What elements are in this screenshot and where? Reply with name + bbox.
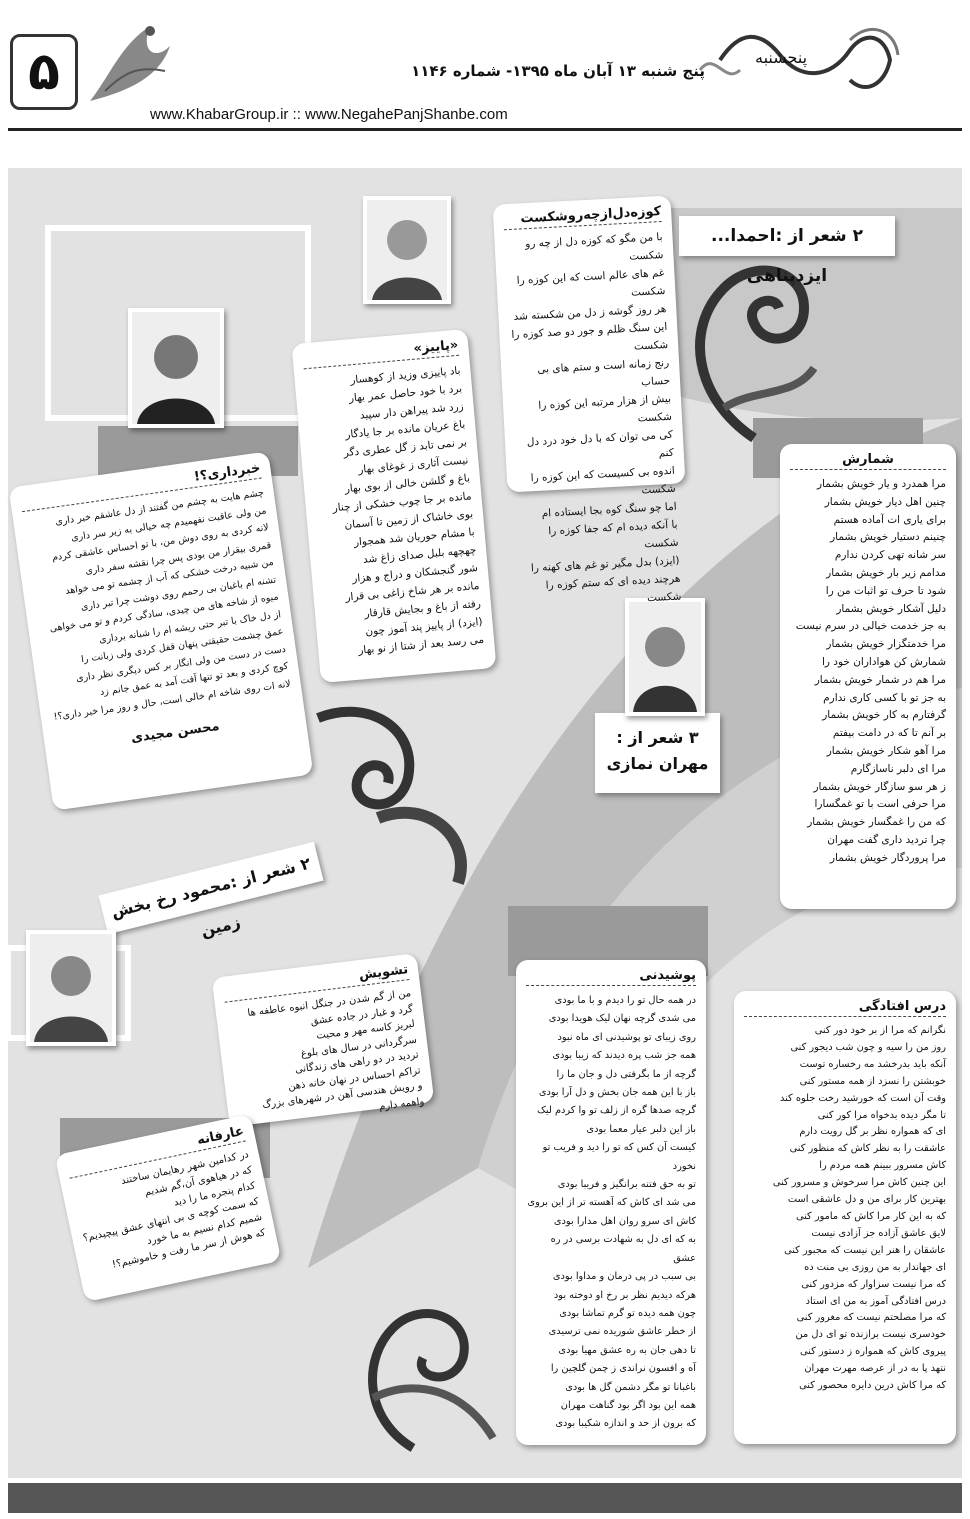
poem-title: درس افتادگی (858, 999, 946, 1014)
divider (744, 1016, 946, 1017)
banner-namazi-line1: ۳ شعر از : (616, 728, 699, 747)
author-photo-majidi (128, 308, 224, 428)
poem-title: عارفانه (195, 1123, 246, 1149)
poem-card-tashvish (212, 953, 435, 1127)
poem-card-shomaresh (780, 444, 956, 909)
author-photo-ezadpanahi (363, 196, 451, 304)
poem-body: مرا همدرد و یار خویش بشمار چنین اهل دیار خویش بشمار برای یاری ات آماده هستم چنینم دستیار خویش بشمار سر شانه تهی کردن ندارم مدامم زیر بار خویش بشمار شود تا حرف تو اثبات من را دلیل آشکار خویش بشمار به جز خدمت خیالی در سرم نیست مرا خدمتگزار خویش بشمار شمارش کن هواداران خود را مرا هم در شمار خویش بشمار به جز تو با کسی کاری ندارم گرفتارم به کار خویش بشمار بر آنم تا که در دامت بیفتم مرا آهو شکار خویش بشمار مرا ای دلبر ناسازگارم ز هر سو سازگار خویش بشمار مرا حرفی است با تو غمگسارا که من را غمگسار خویش بشمار چرا تردید داری گفت مهران مرا پروردگار خویش بشمار (795, 478, 946, 864)
portrait-icon (367, 200, 447, 300)
portrait-icon (30, 934, 112, 1042)
poem-title: شمارش (842, 452, 894, 467)
poem-title: «پاییز» (412, 337, 459, 357)
phoenix-emblem-icon (80, 6, 175, 116)
portrait-icon (629, 602, 701, 712)
poem-body: چشم هایت به چشم من گفتند از دل عاشقم خبر داری من ولی عاقبت نفهمیدم چه خیالی به زیر سر داری لانه کردی به روی دوش من، با تو احساس عاشقی کردم قمری بیقرار من بودی پس چرا نقشه سفر داری من شبیه درخت خشکی که آب از چشمه تو می خواهد تشنه ام باغبان بی رحمم روی دوشت چرا تبر داری میوه از شاخه های من چیدی، سادگی کردم و تو می خواهی از دل خاک با تبر حتی ریشه ام را شبانه برداری عمق چشمت حقیقتی پنهان قفل کردی ولی زبانت را دست در دست من ولی انگار بر کس دیگری نظر داری کوچ کردی و بعد تو تنها آفت آمد به عمق جانم زد لانه ات روی شاخه ام خالی است، حال و روز مرا خبر داری؟! (48, 487, 292, 723)
author-photo-bakhshzamin (26, 930, 116, 1046)
poem-author: محسن مجیدی (130, 718, 221, 747)
poem-title: پوشیدنی (639, 968, 696, 983)
page-number: ۵ (10, 34, 78, 110)
banner-namazi (595, 713, 720, 793)
poem-card-darsoftadegi (734, 991, 956, 1444)
footer-bar (8, 1483, 962, 1513)
banner-bakhshzamin: ۲ شعر از :محمود رخ بخش زمین (98, 842, 323, 935)
poem-body: در کدامین شهر رهایمان ساختند که در هیاهوی آن،گم شدیم کدام پنجره ما را دید که سمت کوچه ی بی انتهای عشق پیچیدیم؟ شمیم کدام نسیم به ما خورد که هوش از سر ما رفت و خاموشیم؟! (82, 1149, 267, 1271)
poem-body: باد پاییزی وزید از کوهسار برد با خود حاصل عمر بهار زرد شد پیراهن دار سپید باغ عریان مانده بر جا یادگار بر نمی تابد ز گل عطری دگر نیست آثاری ز غوغای بهار باغ و گلشن خالی از بوی بهار مانده بر جا چوب خشکی از چنار بوی خاشاک از زمین تا آسمان با مشام حوریان شد همجوار چهچهه بلبل صدای زاغ شد شور گنجشکان و دراج و هزار مانده بر هر شاخ زاغی بی قرار رفته از باغ و بجایش قارقار (ایزد) از پاییز پند آموز چون می رسد بعد از شتا از نو بهار (332, 364, 485, 657)
divider (526, 985, 696, 986)
ornament-icon (308, 698, 478, 888)
poem-title: کوزه‌دل‌ازچه‌رو‌شکست (520, 204, 662, 227)
poem-body: من از گم شدن در جنگل انبوه عاطفه ها گرد و غبار در جاده عشق لبریز کاسه مهر و محبت سرگردانی در سال های بلوغ تردید در دو راهی های زندگانی تراکم احساس در نهان خانه ذهن و رویش هندسی آهن در شهرهای بزرگ واهمه دارم (246, 987, 425, 1113)
banner-ezadpanahi: ۲ شعر از :احمدا... ایزدپناهی (679, 216, 895, 256)
poetry-panel (8, 168, 962, 1478)
header-divider (8, 128, 962, 131)
author-photo-namazi (625, 598, 705, 716)
poem-card-paeez (292, 329, 497, 683)
poem-card-khabardari (9, 451, 314, 810)
page-header (0, 0, 970, 140)
divider (790, 469, 946, 470)
poem-card-pooshidani (516, 960, 706, 1445)
logo-subtitle: پنجشنبه (755, 48, 808, 67)
ornament-icon (353, 1278, 503, 1458)
website-links[interactable]: www.KhabarGroup.ir :: www.NegahePanjShanbe.com (150, 106, 508, 123)
banner-namazi-line2: مهران نمازی (606, 754, 709, 773)
poem-body: با من مگو که کوزه دل از چه رو شکست غم های عالم است که این کوزه را شکست هر روز گوشه ز دل من شکسته شد این سنگ ظلم و جور دو صد کوزه را شکست رنج زمانه است و ستم های بی حساب بیش از هزار مرتبه این کوزه را شکست کی می توان که با دل خود درد دل کنم اندوه بی کسیست که این کوزه را شکست اما چو سنگ کوه بجا ایستاده ام با آنکه دیده ام که جفا کوزه را شکست (ایزد) بدل مگیر تو غم های کهنه را هرچند دیده ای که ستم کوزه را شکست (511, 231, 682, 605)
poem-card-kuze (493, 196, 686, 605)
issue-date-line: پنج شنبه ۱۳ آبان ماه ۱۳۹۵- شماره ۱۱۴۶ (411, 62, 705, 80)
poem-title: خبرداری؟! (193, 460, 262, 485)
poem-body: نگرانم که مرا از بر خود دور کنی روز من را سیه و چون شب دیجور کنی آنکه باید بدرخشد مه رخساره توست خوبشتن را نسزد از همه مستور کنی وقت آن است که خورشید رخت جلوه کند تا مگر دیده بدخواه مرا کور کنی ای که همواره نظر بر گل رویت دارم عاشقت را به نظر کاش که منظور کنی کاش مسرور ببینم همه مردم را این چنین کاش مرا سرخوش و مسرور کنی بهترین کار برای من و دل عاشقی است که به این کار مرا کاش که مامور کنی لایق عاشق آزاده جز آزادی نیست عاشقان را هنر این نیست که مجبور کنی ای جهاندار به من روزی بی منت ده که مرا نیست سزاوار که مزدور کنی درس افتادگی آموز به من ای استاد که مرا مصلحتم نیست که مغرور کنی خودسری نیست برازنده تو ای دل من پیروی کاش که همواره ز دستور کنی نتهد پا به در از عرصه مهرت مهران که مرا کاش درین دایره محصور کنی (772, 1025, 946, 1392)
portrait-icon (132, 312, 220, 424)
poem-title: تشویش (357, 962, 409, 984)
poem-body: در همه حال تو را دیدم و با ما بودی می شدی گرچه نهان لیک هویدا بودی روی زیبای تو پوشیدنی ای ماه نبود همه جز شب پره دیدند که زیبا بودی گرچه از ما بگرفتی دل و جان ما را باز با این همه جان بخش و دل آرا بودی گرچه صدها گره از زلف تو وا کردم لیک باز این دلبر عیار معما بودی کیست آن کس که تو را دید و فریب تو نخورد تو به حق فتنه برانگیز و فریبا بودی می شد ای کاش که آهسته تر از این بروی کاش ای سرو روان اهل مدارا بودی به که ای دل به شهادت برسی در ره عشق بی سبب در پی درمان و مداوا بودی هرکه دیدیم نظر بر رخ او دوخته بود چون همه دیده تو گرم تماشا بودی از خطر عاشق شوریده نمی ترسیدی تا دهی جان به ره عشق مهیا بودی آه و افسون نراندی ز چمن گلچین را باغبانا تو مگر دشمن گل ها بودی همه این بود اگر بود گناهت مهران که برون از حد و اندازه شکیبا بودی (527, 995, 696, 1430)
